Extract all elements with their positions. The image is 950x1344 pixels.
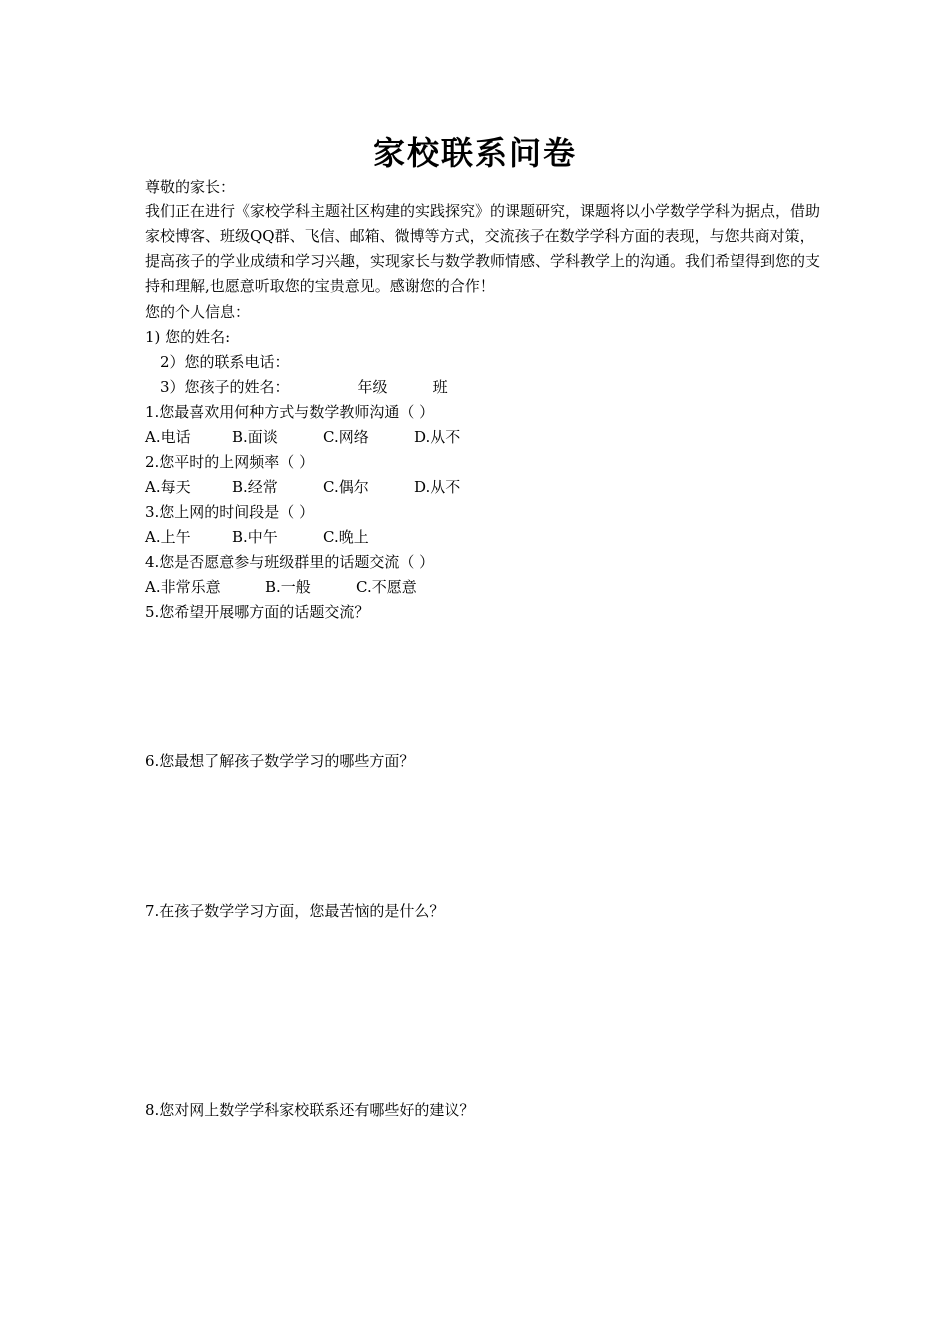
option-a: A.上午 bbox=[145, 528, 191, 546]
option-d: D.从不 bbox=[414, 428, 461, 446]
option-d: D.从不 bbox=[414, 478, 461, 496]
question-6: 6.您最想了解孩子数学学习的哪些方面？ bbox=[145, 752, 415, 770]
child-info-line bbox=[160, 377, 448, 397]
option-c: C.偶尔 bbox=[323, 478, 369, 496]
option-c: C.网络 bbox=[323, 428, 369, 446]
option-a: A.每天 bbox=[145, 478, 191, 496]
phone-field-label: 2）您的联系电话： bbox=[160, 353, 290, 371]
child-name-label: 3）您孩子的姓名： bbox=[160, 378, 290, 396]
question-1: 1.您最喜欢用何种方式与数学教师沟通（ ） bbox=[145, 403, 435, 421]
option-c: C.不愿意 bbox=[356, 578, 417, 596]
personal-info-heading: 您的个人信息： bbox=[145, 303, 251, 321]
document-title: 家校联系问卷 bbox=[372, 134, 577, 172]
name-field-label: 1) 您的姓名: bbox=[145, 328, 231, 346]
question-3-options bbox=[145, 527, 369, 547]
option-a: A.非常乐意 bbox=[145, 578, 221, 596]
question-1-options bbox=[145, 427, 460, 447]
question-7: 7.在孩子数学学习方面，您最苦恼的是什么？ bbox=[145, 902, 445, 920]
class-label: 班 bbox=[432, 378, 448, 396]
question-4-options bbox=[145, 577, 417, 597]
question-5: 5.您希望开展哪方面的话题交流？ bbox=[145, 603, 370, 621]
question-3: 3.您上网的时间段是（ ） bbox=[145, 503, 315, 521]
option-b: B.面谈 bbox=[232, 428, 278, 446]
question-2: 2.您平时的上网频率（ ） bbox=[145, 453, 315, 471]
option-b: B.经常 bbox=[232, 478, 278, 496]
option-b: B.一般 bbox=[265, 578, 311, 596]
question-4: 4.您是否愿意参与班级群里的话题交流（ ） bbox=[145, 553, 435, 571]
question-2-options bbox=[145, 477, 460, 497]
greeting: 尊敬的家长： bbox=[145, 178, 236, 196]
grade-label: 年级 bbox=[357, 378, 388, 396]
option-a: A.电话 bbox=[145, 428, 191, 446]
question-8: 8.您对网上数学学科家校联系还有哪些好的建议？ bbox=[145, 1101, 475, 1119]
option-c: C.晚上 bbox=[323, 528, 369, 546]
option-b: B.中午 bbox=[232, 528, 278, 546]
intro-paragraph: 我们正在进行《家校学科主题社区构建的实践探究》的课题研究，课题将以小学数学学科为据点，借助家校博客、班级QQ群、飞信、邮箱、微博等方式，交流孩子在数学学科方面的表现，与您共商对策，提高孩子的学业成绩和学习兴趣，实现家长与数学教师情感、学科教学上的沟通。我们希望得到您的支持和理解,也愿意听取您的宝贵意见。感谢您的合作！ bbox=[145, 202, 821, 295]
